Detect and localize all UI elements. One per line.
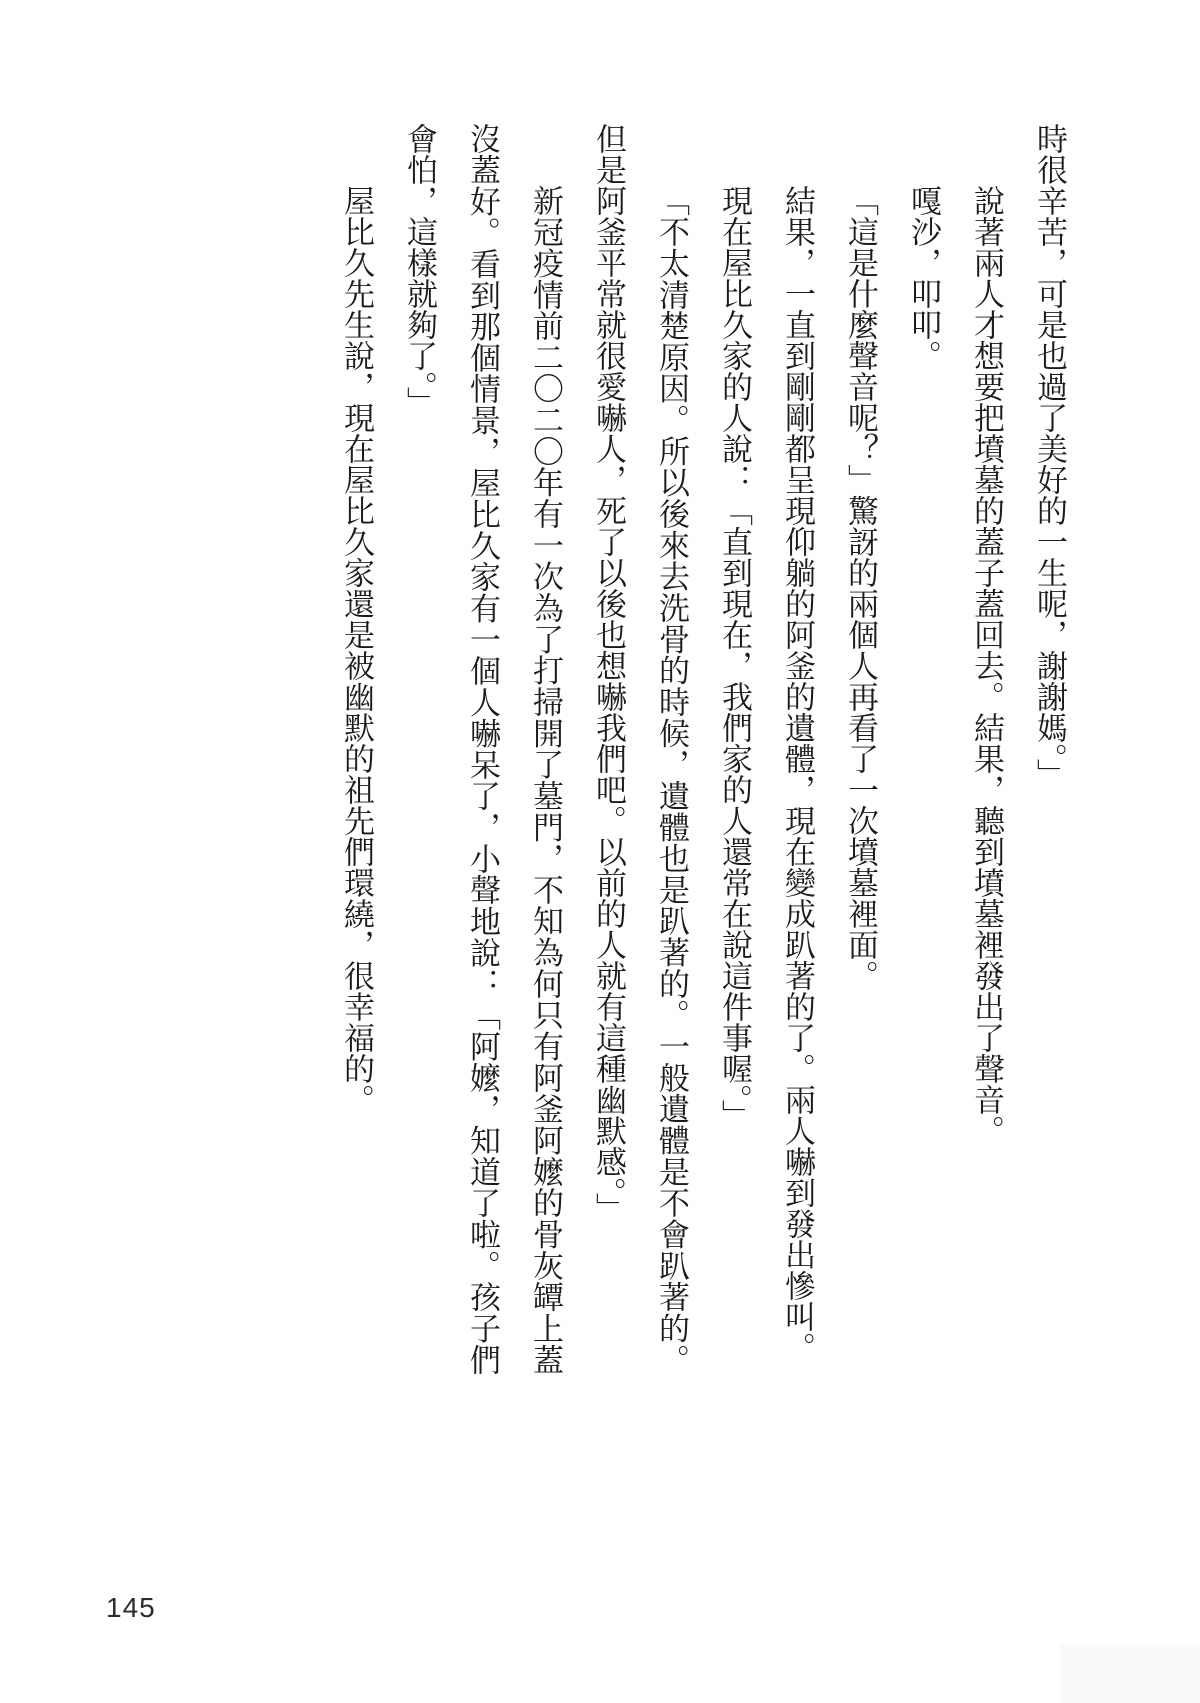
paragraph: 屋比久先生說，現在屋比久家還是被幽默的祖先們環繞，很幸福的。 [338, 185, 374, 1115]
vertical-text-block [324, 123, 1080, 1375]
paragraph: 「這是什麼聲音呢？」驚訝的兩個人再看了一次墳墓裡面。 [842, 185, 878, 991]
paragraph: 說著兩人才想要把墳墓的蓋子蓋回去。結果，聽到墳墓裡發出了聲音。 [968, 185, 1004, 1146]
page-number: 145 [106, 1592, 156, 1623]
paragraph: 時很辛苦，可是也過了美好的一生呢，謝謝媽。」 [1031, 123, 1067, 790]
paragraph: 結果，一直到剛剛都呈現仰躺的阿釜的遺體，現在變成趴著的了。兩人嚇到發出慘叫。 [779, 185, 815, 1363]
paragraph: 「不太清楚原因。所以後來去洗骨的時候，遺體也是趴著的。一般遺體是不會趴著的。但是阿釜平常就很愛嚇人，死了以後也想嚇我們吧。以前的人就有這種幽默感。」 [590, 123, 689, 1375]
paragraph: 現在屋比久家的人說：「直到現在，我們家的人還常在說這件事喔。」 [716, 185, 752, 1131]
paragraph: 新冠疫情前二〇二〇年有一次為了打掃開了墓門，不知為何只有阿釜阿嬤的骨灰罈上蓋沒蓋好。看到那個情景，屋比久家有一個人嚇呆了，小聲地說：「阿嬤，知道了啦。孩子們會怕，這樣就夠了。」 [401, 123, 563, 1375]
page-edge-shading [1060, 1645, 1200, 1703]
paragraph: 嘎沙，叩叩。 [905, 185, 941, 371]
